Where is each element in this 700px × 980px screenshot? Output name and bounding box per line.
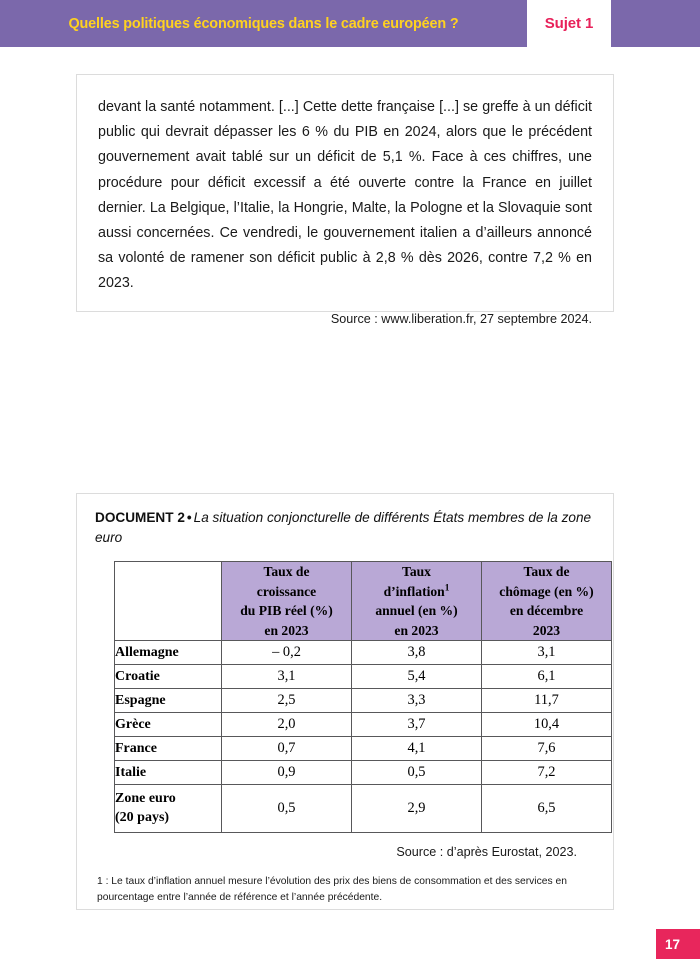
table-row <box>115 689 612 713</box>
row-header-croatie: Croatie <box>115 665 222 689</box>
document-1-content <box>77 75 613 327</box>
page-header-title: Quelles politiques économiques dans le cadre européen ? <box>68 15 459 32</box>
column-header-line: croissance <box>256 583 317 599</box>
table-row <box>115 641 612 665</box>
conjuncture-table <box>114 561 612 833</box>
cell-italie-inflation: 0,5 <box>352 761 482 785</box>
row-header-italie: Italie <box>115 761 222 785</box>
document-2-box <box>76 493 614 910</box>
document-2-subject: La situation conjoncturelle de différents États membres de la zone euro <box>95 510 592 545</box>
column-header-line: Taux <box>402 564 431 579</box>
cell-italie-gdp-growth: 0,9 <box>222 761 352 785</box>
row-header-line: (20 pays) <box>115 809 170 825</box>
document-1-source: Source : www.liberation.fr, 27 septembre 2024. <box>330 311 592 326</box>
table-header-row <box>115 562 612 641</box>
document-2-source: Source : d’après Eurostat, 2023. <box>396 845 577 860</box>
column-header-gdp-growth <box>222 562 352 641</box>
cell-grece-inflation: 3,7 <box>352 713 482 737</box>
document-2-title <box>95 508 595 548</box>
table-row <box>115 761 612 785</box>
column-header-unemployment <box>482 562 612 641</box>
page-number-label: 17 <box>665 936 681 952</box>
row-header-line: Zone euro <box>115 791 176 807</box>
document-2-footnote: 1 : Le taux d’inflation annuel mesure l’évolution des prix des biens de consommation et des services en pourcentage entre l’année de référence et l’année précédente. <box>97 876 567 903</box>
cell-zone-euro-inflation: 2,9 <box>352 785 482 833</box>
column-header-line: en 2023 <box>394 622 439 638</box>
column-header-line: 2023 <box>532 622 561 638</box>
cell-zone-euro-gdp-growth: 0,5 <box>222 785 352 833</box>
row-header-espagne: Espagne <box>115 689 222 713</box>
cell-grece-gdp-growth: 2,0 <box>222 713 352 737</box>
column-header-line: chômage (en %) <box>499 583 594 599</box>
cell-allemagne-unemployment: 3,1 <box>482 641 612 665</box>
cell-espagne-gdp-growth: 2,5 <box>222 689 352 713</box>
row-header-grece: Grèce <box>115 713 222 737</box>
cell-croatie-unemployment: 6,1 <box>482 665 612 689</box>
document-1-box <box>76 74 614 326</box>
cell-france-unemployment: 7,6 <box>482 737 612 761</box>
cell-grece-unemployment: 10,4 <box>482 713 612 737</box>
row-header-zone-euro <box>115 785 222 833</box>
table-row <box>115 665 612 689</box>
cell-espagne-unemployment: 11,7 <box>482 689 612 713</box>
column-header-line: en décembre <box>509 603 584 619</box>
column-header-inflation <box>352 562 482 641</box>
column-header-line: en 2023 <box>264 622 309 638</box>
row-header-france: France <box>115 737 222 761</box>
subject-tab[interactable] <box>527 0 611 47</box>
column-header-line: annuel (en %) <box>375 603 458 619</box>
cell-france-gdp-growth: 0,7 <box>222 737 352 761</box>
column-header-line: Taux de <box>523 564 570 579</box>
cell-allemagne-gdp-growth: – 0,2 <box>222 641 352 665</box>
page-header-band <box>0 0 700 47</box>
cell-allemagne-inflation: 3,8 <box>352 641 482 665</box>
subject-tab-label: Sujet 1 <box>544 15 594 32</box>
table-row <box>115 737 612 761</box>
document-2-label: DOCUMENT 2 <box>95 510 185 525</box>
column-header-line: du PIB réel (%) <box>240 603 333 619</box>
cell-zone-euro-unemployment: 6,5 <box>482 785 612 833</box>
cell-croatie-inflation: 5,4 <box>352 665 482 689</box>
row-header-allemagne: Allemagne <box>115 641 222 665</box>
table-corner-cell <box>115 562 222 641</box>
column-header-line: d’inflation <box>383 583 445 599</box>
table-row <box>115 713 612 737</box>
cell-croatie-gdp-growth: 3,1 <box>222 665 352 689</box>
cell-italie-unemployment: 7,2 <box>482 761 612 785</box>
document-1-paragraph: devant la santé notamment. [...] Cette dette française [...] se greffe à un déficit public qui devrait dépasser les 6 % du PIB en 2024, alors que le précédent gouvernement avait tablé sur un déficit de 5,1 %. Face à ces chiffres, une procédure pour déficit excessif a été ouverte contre la France en juillet dernier. La Belgique, l’Italie, la Hongrie, Malte, la Pologne et la Slovaquie sont aussi concernées. Ce vendredi, le gouvernement italien a d’ailleurs annoncé sa volonté de ramener son déficit public à 2,8 % dès 2026, contre 7,2 % en 2023. <box>98 99 592 292</box>
table-head <box>115 562 612 641</box>
footnote-marker: 1 <box>444 583 450 594</box>
cell-espagne-inflation: 3,3 <box>352 689 482 713</box>
page-number-badge <box>656 929 700 959</box>
column-header-line: Taux de <box>263 564 310 579</box>
table-row <box>115 785 612 833</box>
document-2-bullet: • <box>186 510 192 525</box>
table-body <box>115 641 612 833</box>
cell-france-inflation: 4,1 <box>352 737 482 761</box>
document-2-content <box>77 494 613 905</box>
